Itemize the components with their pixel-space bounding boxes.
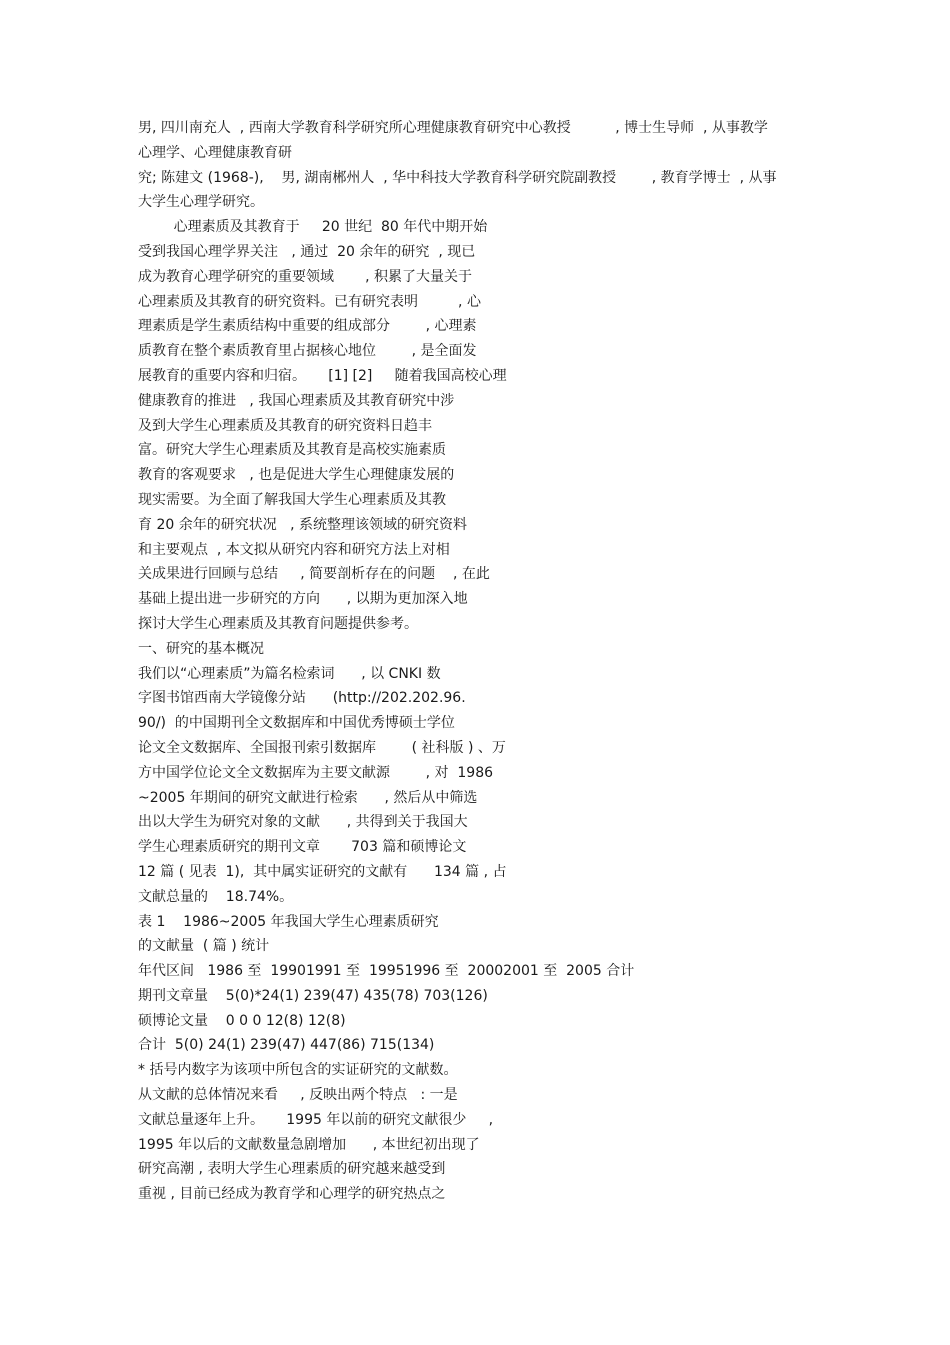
text-line: 教育的客观要求 , 也是促进大学生心理健康发展的 bbox=[138, 467, 455, 484]
text-line: 心理素质及其教育的研究资料。已有研究表明 , 心 bbox=[138, 293, 481, 310]
table-row: 期刊文章量 5(0)*24(1) 239(47) 435(78) 703(126) bbox=[138, 987, 488, 1004]
text-line: 关成果进行回顾与总结 , 简要剖析存在的问题 , 在此 bbox=[138, 566, 490, 583]
table-row: 合计 5(0) 24(1) 239(47) 447(86) 715(134) bbox=[138, 1037, 435, 1054]
text-line: 大学生心理学研究。 bbox=[138, 194, 264, 211]
text-line: 展教育的重要内容和归宿。 [1] [2] 随着我国高校心理 bbox=[138, 367, 507, 384]
text-line: 成为教育心理学研究的重要领域 , 积累了大量关于 bbox=[138, 268, 473, 285]
text-line: 现实需要。为全面了解我国大学生心理素质及其教 bbox=[138, 491, 446, 508]
text-line: 我们以“心理素质”为篇名检索词 , 以 CNKI 数 bbox=[138, 665, 441, 682]
text-line: 心理素质及其教育于 20 世纪 80 年代中期开始 bbox=[138, 219, 488, 236]
text-line: 育 20 余年的研究状况 , 系统整理该领域的研究资料 bbox=[138, 516, 467, 533]
text-line: 及到大学生心理素质及其教育的研究资料日趋丰 bbox=[138, 417, 432, 434]
text-line: 1995 年以后的文献数量急剧增加 , 本世纪初出现了 bbox=[138, 1136, 480, 1153]
text-line: 和主要观点 , 本文拟从研究内容和研究方法上对相 bbox=[138, 541, 450, 558]
body-text bbox=[138, 116, 818, 1207]
text-line: 重视 , 目前已经成为教育学和心理学的研究热点之 bbox=[138, 1186, 446, 1203]
text-line: 探讨大学生心理素质及其教育问题提供参考。 bbox=[138, 615, 418, 632]
table-row: 年代区间 1986 至 19901991 至 19951996 至 20002001 至 2005 合计 bbox=[138, 963, 635, 980]
text-line: 方中国学位论文全文数据库为主要文献源 , 对 1986 bbox=[138, 764, 494, 781]
text-line: 理素质是学生素质结构中重要的组成部分 , 心理素 bbox=[138, 318, 477, 335]
text-line: 文献总量的 18.74%。 bbox=[138, 888, 294, 905]
text-line: 出以大学生为研究对象的文献 , 共得到关于我国大 bbox=[138, 814, 468, 831]
text-line: 男, 四川南充人 , 西南大学教育科学研究所心理健康教育研究中心教授 , 博士生导师 , 从事教学 bbox=[138, 120, 768, 136]
text-line: 健康教育的推进 , 我国心理素质及其教育研究中涉 bbox=[138, 392, 455, 409]
table-caption: 表 1 1986~2005 年我国大学生心理素质研究 bbox=[138, 913, 439, 930]
text-line: 心理学、心理健康教育研 bbox=[138, 144, 292, 161]
text-line: 字图书馆西南大学镜像分站 (http://202.202.96. bbox=[138, 690, 466, 707]
text-line: 富。研究大学生心理素质及其教育是高校实施素质 bbox=[138, 442, 446, 459]
text-line: 文献总量逐年上升。 1995 年以前的研究文献很少 , bbox=[138, 1111, 494, 1128]
text-line: 学生心理素质研究的期刊文章 703 篇和硕博论文 bbox=[138, 839, 467, 856]
text-line: 研究高潮 , 表明大学生心理素质的研究越来越受到 bbox=[138, 1161, 446, 1178]
section-heading: 一、研究的基本概况 bbox=[138, 640, 264, 657]
text-line: 究; 陈建文 (1968-), 男, 湖南郴州人 , 华中科技大学教育科学研究院副教授 , 教育学博士 , 从事 bbox=[138, 169, 777, 186]
table-caption: 的文献量 ( 篇 ) 统计 bbox=[138, 938, 270, 955]
text-line: 论文全文数据库、全国报刊索引数据库 ( 社科版 ) 、万 bbox=[138, 739, 506, 756]
text-line: 12 篇 ( 见表 1), 其中属实证研究的文献有 134 篇 , 占 bbox=[138, 863, 507, 880]
text-line: 受到我国心理学界关注 , 通过 20 余年的研究 , 现已 bbox=[138, 243, 476, 260]
text-line: ~2005 年期间的研究文献进行检索 , 然后从中筛选 bbox=[138, 789, 478, 806]
text-line: 质教育在整个素质教育里占据核心地位 , 是全面发 bbox=[138, 343, 477, 360]
text-line: 从文献的总体情况来看 , 反映出两个特点 : 一是 bbox=[138, 1087, 458, 1104]
text-line: 基础上提出进一步研究的方向 , 以期为更加深入地 bbox=[138, 591, 468, 608]
table-note: * 括号内数字为该项中所包含的实证研究的文献数。 bbox=[138, 1062, 458, 1079]
table-row: 硕博论文量 0 0 0 12(8) 12(8) bbox=[138, 1012, 346, 1029]
text-line: 90/) 的中国期刊全文数据库和中国优秀博硕士学位 bbox=[138, 715, 455, 732]
